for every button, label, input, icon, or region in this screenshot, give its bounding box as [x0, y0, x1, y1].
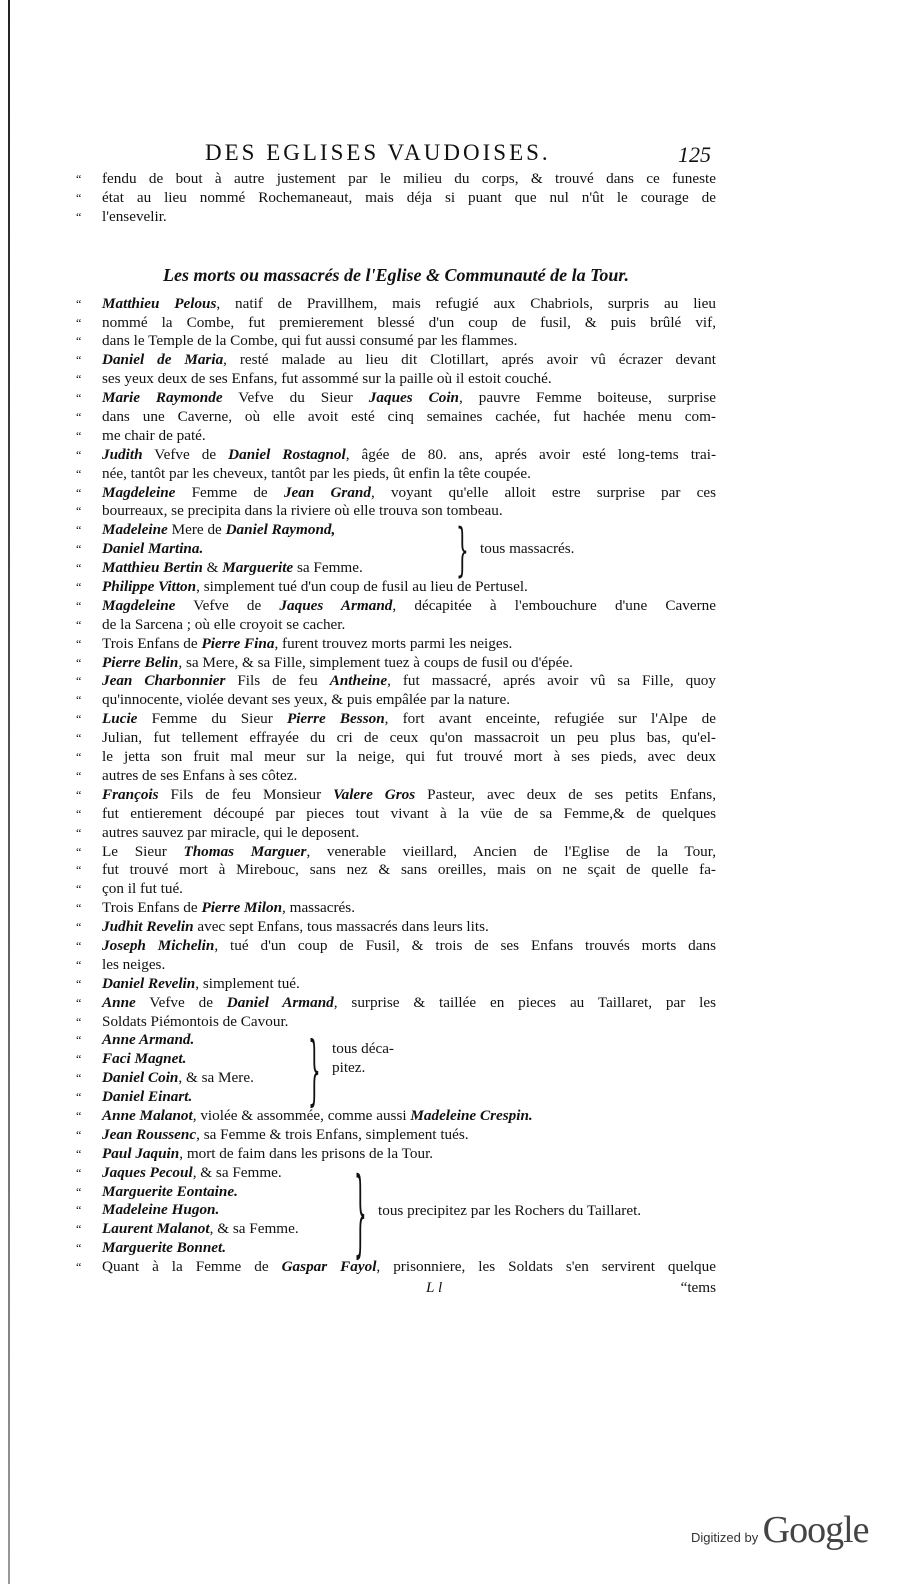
text-run: avec sept Enfans, tous massacrés dans leurs lits.: [193, 918, 489, 936]
person-name: Lucie: [102, 710, 138, 728]
quote-mark: “: [76, 315, 82, 330]
text-line: [76, 710, 716, 729]
text-line: [76, 654, 716, 673]
quote-mark: “: [76, 504, 82, 519]
text-run: , prisonniere, les Soldats s'en servirent quelque: [376, 1258, 716, 1276]
text-run: , surprise & taillée en pieces au Taillaret, par les: [333, 993, 716, 1011]
text-line: [76, 540, 716, 559]
text-run: me chair de paté.: [102, 426, 206, 444]
text-run: qu'innocente, violée devant ses yeux, & puis empâlée par la nature.: [102, 691, 511, 709]
quote-mark: “: [76, 1241, 82, 1256]
quote-mark: “: [76, 750, 82, 765]
text-line: [76, 1239, 716, 1258]
quote-mark: “: [76, 938, 82, 953]
quote-mark: “: [76, 731, 82, 746]
text-run: , mort de faim dans les prisons de la Tour.: [179, 1144, 434, 1162]
text-line: [76, 1126, 716, 1145]
person-name: Marguerite Eontaine.: [102, 1182, 238, 1200]
text-run: autres sauvez par miracle, qui le deposent.: [102, 823, 360, 841]
quote-mark: “: [76, 466, 82, 481]
quote-mark: “: [76, 1165, 82, 1180]
text-run: l'ensevelir.: [102, 207, 167, 225]
quote-mark: “: [76, 428, 82, 443]
person-name: Jean Grand: [283, 483, 371, 501]
person-name: Antheine: [329, 672, 388, 690]
text-line: [76, 843, 716, 862]
person-name: Judith: [102, 445, 143, 463]
text-run: les neiges.: [102, 955, 166, 973]
text-line: [76, 351, 716, 370]
text-line: [76, 597, 716, 616]
text-run: , & sa Mere.: [178, 1069, 254, 1087]
text-run: Vefve de: [142, 445, 229, 463]
quote-mark: “: [76, 844, 82, 859]
quote-mark: “: [76, 372, 82, 387]
text-line: [76, 975, 716, 994]
text-run: Pasteur, avec deux de ses petits Enfans,: [415, 785, 716, 803]
quote-mark: “: [76, 296, 82, 311]
page-edge: [8, 0, 10, 1584]
signature-mark: L l: [426, 1278, 443, 1296]
text-run: Fils de feu Monsieur: [158, 785, 334, 803]
text-line: [76, 427, 716, 446]
person-name: Madeleine: [102, 521, 168, 539]
text-run: , fut massacré, aprés avoir vû sa Fille, quoy: [387, 672, 716, 690]
text-run: , violée & assommée, comme aussi: [192, 1106, 411, 1124]
text-line: [76, 408, 716, 427]
quote-mark: “: [76, 172, 82, 186]
text-line: [76, 691, 716, 710]
quote-mark: “: [76, 712, 82, 727]
text-run: fendu de bout à autre justement par le milieu du corps, & trouvé dans ce funeste: [102, 170, 716, 187]
person-name: Daniel Einart.: [102, 1088, 193, 1106]
text-line: [76, 1107, 716, 1126]
text-line: [76, 502, 716, 521]
person-name: Pierre Belin: [102, 653, 179, 671]
text-run: , fort avant enceinte, refugiée sur l'Alpe de: [384, 710, 716, 728]
text-run: Mere de: [167, 521, 226, 539]
text-line: [76, 1183, 716, 1202]
person-name: Jean Charbonnier: [102, 672, 226, 690]
text-run: , resté malade au lieu dit Clotillart, aprés avoir vû écrazer devant: [223, 351, 716, 369]
text-run: Femme du Sieur: [137, 710, 287, 728]
quote-mark: “: [76, 863, 82, 878]
text-line: [76, 861, 716, 880]
quote-mark: “: [76, 523, 82, 538]
text-line: [76, 1220, 716, 1239]
text-run: , tué d'un coup de Fusil, & trois de ses Enfans trouvés morts dans: [214, 936, 716, 954]
text-line: [76, 899, 716, 918]
text-line: [76, 805, 716, 824]
person-name: Matthieu Bertin: [102, 559, 203, 577]
person-name: Paul Jaquin: [102, 1144, 180, 1162]
continuation-paragraph: [76, 170, 716, 227]
text-run: , & sa Femme.: [209, 1220, 299, 1238]
text-run: , furent trouvez morts parmi les neiges.: [274, 634, 513, 652]
catchword: [681, 1279, 716, 1298]
quote-mark: “: [76, 1108, 82, 1123]
catchword-text: tems: [687, 1278, 716, 1296]
digitized-watermark: [691, 1508, 869, 1552]
google-logo: Google: [762, 1509, 869, 1551]
text-line: [76, 370, 716, 389]
quote-mark: “: [76, 447, 82, 462]
quote-mark: “: [76, 561, 82, 576]
text-line: [76, 748, 716, 767]
text-run: Trois Enfans de: [102, 899, 202, 917]
text-line: [76, 672, 716, 691]
quote-mark: “: [76, 1222, 82, 1237]
text-line: [76, 208, 716, 227]
person-name: Thomas Marguer: [183, 842, 307, 860]
text-line: [76, 1088, 716, 1107]
quote-mark: “: [76, 617, 82, 632]
curly-brace: }: [456, 515, 469, 584]
text-run: , sa Femme & trois Enfans, simplement tués.: [196, 1125, 469, 1143]
text-line: [76, 1164, 716, 1183]
text-line: [76, 578, 716, 597]
entries-part-3: [76, 1107, 716, 1164]
text-run: , simplement tué d'un coup de fusil au lieu de Pertusel.: [196, 578, 528, 596]
quote-mark: “: [76, 636, 82, 651]
text-run: , pauvre Femme boiteuse, surprise: [459, 389, 716, 407]
text-run: , voyant qu'elle alloit estre surprise par ces: [370, 483, 716, 501]
text-run: , âgée de 80. ans, aprés avoir esté long-tems trai-: [345, 445, 716, 463]
text-line: [76, 1258, 716, 1277]
text-run: Quant à la Femme de: [102, 1258, 282, 1276]
text-line: [76, 994, 716, 1013]
person-name: Matthieu Pelous: [102, 294, 217, 312]
quote-mark: “: [76, 901, 82, 916]
text-run: Femme de: [175, 483, 284, 501]
text-run: , natif de Pravillhem, mais refugié aux Chabriols, surpris au lieu: [216, 294, 716, 312]
text-line: [76, 1069, 716, 1088]
group-label: tous déca-: [332, 1040, 394, 1058]
quote-mark: “: [76, 1052, 82, 1067]
text-run: çon il fut tué.: [102, 880, 183, 898]
text-line: [76, 559, 716, 578]
person-name: François: [102, 785, 159, 803]
person-name: Pierre Milon: [201, 899, 283, 917]
page-number: 125: [678, 142, 711, 167]
text-run: dans le Temple de la Combe, qui fut aussi consumé par les flammes.: [102, 332, 518, 350]
person-name: Madeleine Hugon.: [102, 1201, 220, 1219]
person-name: Pierre Besson: [286, 710, 385, 728]
quote-mark: “: [76, 806, 82, 821]
group-label: tous precipitez par les Rochers du Taillaret.: [378, 1201, 642, 1219]
person-name: Laurent Malanot: [102, 1220, 210, 1238]
text-line: [76, 332, 716, 351]
quote-mark: “: [76, 485, 82, 500]
text-run: , décapitée à l'embouchure d'une Caverne: [392, 596, 716, 614]
group-label: tous massacrés.: [480, 540, 575, 558]
quote-mark: “: [76, 542, 82, 557]
text-run: , massacrés.: [282, 899, 355, 917]
running-head: DES EGLISES VAUDOISES.: [205, 140, 551, 165]
person-name: Judhit Revelin: [102, 918, 194, 936]
text-line: [76, 189, 716, 208]
brace-group-massacred: [76, 515, 716, 584]
quote-mark: “: [76, 976, 82, 991]
quote-mark: “: [76, 768, 82, 783]
text-line: [76, 956, 716, 975]
person-name: Anne: [102, 993, 136, 1011]
quote-mark: “: [76, 920, 82, 935]
text-run: le jetta son fruit mal meur sur la neige, qui fut trouvé mort à ses pieds, avec deux: [102, 748, 716, 766]
person-name: Magdeleine: [102, 596, 176, 614]
entries-part-1: [76, 295, 716, 522]
text-line: [76, 616, 716, 635]
person-name: Joseph Michelin: [102, 936, 215, 954]
text-run: &: [202, 559, 223, 577]
final-entry: [76, 1258, 716, 1277]
quote-mark: “: [76, 693, 82, 708]
quote-mark: “: [76, 391, 82, 406]
quote-mark: “: [76, 598, 82, 613]
quote-mark: “: [76, 1146, 82, 1161]
text-run: sa Femme.: [293, 559, 363, 577]
curly-brace: }: [354, 1154, 367, 1268]
text-run: Julian, fut tellement effrayée du cri de ceux qu'on massacroit un peu plus bas, qu'el-: [102, 729, 716, 747]
text-line: [76, 314, 716, 333]
person-name: Daniel Martina.: [102, 540, 204, 558]
text-run: Trois Enfans de: [102, 634, 202, 652]
text-line: [76, 767, 716, 786]
text-run: état au lieu nommé Rochemaneaut, mais déja si puant que nul n'ût le courage de: [102, 188, 716, 206]
text-run: Vefve de: [175, 596, 280, 614]
text-line: [76, 880, 716, 899]
quote-mark: “: [76, 1071, 82, 1086]
text-run: autres de ses Enfans à ses côtez.: [102, 766, 298, 784]
text-line: [76, 635, 716, 654]
quote-mark: “: [76, 674, 82, 689]
text-line: [76, 1145, 716, 1164]
quote-mark: “: [76, 957, 82, 972]
person-name: Anne Armand.: [102, 1031, 195, 1049]
person-name: Daniel de Maria: [102, 351, 224, 369]
person-name: Philippe Vitton: [102, 578, 197, 596]
quote-mark: “: [76, 209, 82, 224]
page-footer: [76, 1277, 716, 1299]
quote-mark: “: [76, 787, 82, 802]
text-line: [76, 465, 716, 484]
text-run: ses yeux deux de ses Enfans, fut assommé sur la paille où il estoit couché.: [102, 370, 552, 388]
quote-mark: “: [76, 190, 82, 205]
text-line: [76, 1013, 716, 1032]
person-name: Daniel Revelin: [102, 974, 196, 992]
person-name: Daniel Rostagnol: [228, 445, 346, 463]
text-run: Vefve de: [135, 993, 227, 1011]
text-run: fut entierement découpé par pieces tout vivant à la vüe de sa Femme,& de quelques: [102, 804, 716, 822]
text-run: dans une Caverne, où elle avoit esté cinq semaines cachée, fut hachée menu com-: [102, 408, 716, 426]
quote-mark: “: [76, 1184, 82, 1199]
person-name: Jaques Pecoul: [102, 1163, 193, 1181]
text-run: Le Sieur: [102, 842, 184, 860]
text-run: née, tantôt par les cheveux, tantôt par les pieds, ût enfin la tête coupée.: [102, 464, 531, 482]
text-line: [76, 446, 716, 465]
text-line: [76, 521, 716, 540]
text-line: [76, 170, 716, 189]
text-run: Soldats Piémontois de Cavour.: [102, 1012, 289, 1030]
curly-brace: }: [308, 1023, 321, 1115]
person-name: Gaspar Fayol: [281, 1258, 377, 1276]
quote-mark: “: [76, 353, 82, 368]
person-name: Jaques Coin: [368, 389, 460, 407]
person-name: Jean Roussenc: [102, 1125, 197, 1143]
person-name: Marguerite: [222, 559, 294, 577]
person-name: Marie Raymonde: [102, 389, 223, 407]
quote-mark: “: [76, 580, 82, 595]
text-run: fut trouvé mort à Mirebouc, sans nez & sans oreilles, mais on ne sçait de quelle fa-: [102, 861, 716, 879]
person-name: Jaques Armand: [279, 596, 393, 614]
person-name: Valere Gros: [333, 785, 416, 803]
text-run: nommé la Combe, fut premierement blessé d'un coup de fusil, & puis brûlé vif,: [102, 313, 716, 331]
text-run: de la Sarcena ; où elle croyoit se cacher.: [102, 615, 346, 633]
text-line: [76, 824, 716, 843]
text-line: [76, 295, 716, 314]
text-run: Vefve du Sieur: [222, 389, 369, 407]
entries-part-2: [76, 578, 716, 1031]
text-run: Fils de feu: [225, 672, 330, 690]
text-run: , simplement tué.: [195, 974, 300, 992]
text-run: , & sa Femme.: [192, 1163, 282, 1181]
quote-mark: “: [76, 995, 82, 1010]
quote-mark: “: [76, 1090, 82, 1105]
text-line: [76, 484, 716, 503]
person-name: Daniel Armand: [226, 993, 334, 1011]
page-header: [0, 140, 899, 170]
quote-mark: “: [76, 1260, 82, 1275]
person-name: Faci Magnet.: [102, 1050, 187, 1068]
person-name: Marguerite Bonnet.: [102, 1239, 227, 1257]
person-name: Magdeleine: [102, 483, 176, 501]
text-line: [76, 389, 716, 408]
text-line: [76, 1050, 716, 1069]
person-name: Madeleine Crespin.: [410, 1106, 533, 1124]
text-run: , venerable vieillard, Ancien de l'Eglise de la Tour,: [306, 842, 716, 860]
quote-mark: “: [76, 655, 82, 670]
quote-mark: “: [76, 825, 82, 840]
person-name: Daniel Raymond,: [225, 521, 336, 539]
quote-mark: “: [76, 882, 82, 897]
section-title: Les morts ou massacrés de l'Eglise & Communauté de la Tour.: [163, 264, 629, 285]
person-name: Daniel Coin: [102, 1069, 179, 1087]
text-run: bourreaux, se precipita dans la riviere où elle trouva son tombeau.: [102, 502, 503, 520]
quote-mark: “: [76, 410, 82, 425]
catchword-quote: “: [680, 1278, 688, 1296]
text-block: [76, 170, 716, 1299]
quote-mark: “: [76, 1033, 82, 1048]
group-label: pitez.: [332, 1059, 366, 1077]
text-line: [76, 729, 716, 748]
quote-mark: “: [76, 1203, 82, 1218]
text-run: , sa Mere, & sa Fille, simplement tuez à coups de fusil ou d'épée.: [178, 653, 573, 671]
person-name: Anne Malanot: [102, 1106, 193, 1124]
quote-mark: “: [76, 334, 82, 349]
quote-mark: “: [76, 1014, 82, 1029]
text-line: [76, 786, 716, 805]
quote-mark: “: [76, 1127, 82, 1142]
person-name: Pierre Fina: [201, 634, 275, 652]
text-line: [76, 918, 716, 937]
watermark-prefix: Digitized by: [691, 1530, 759, 1545]
text-line: [76, 1031, 716, 1050]
text-line: [76, 937, 716, 956]
